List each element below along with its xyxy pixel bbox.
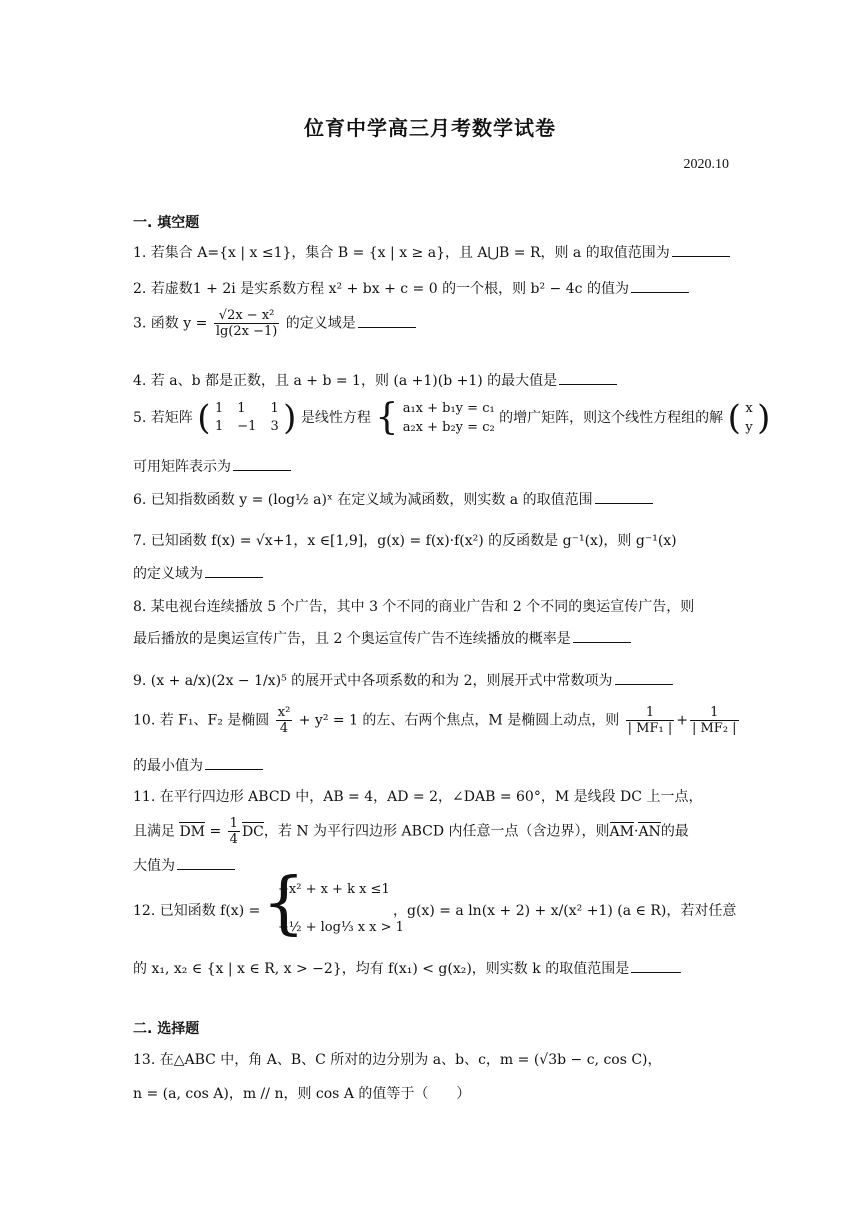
answer-blank: [205, 755, 263, 770]
question-8-line1: 8. 某电视台连续播放 5 个广告，其中 3 个不同的商业广告和 2 个不同的奥运宣传广告，则: [133, 599, 695, 615]
question-5-line2: 可用矩阵表示为: [133, 459, 231, 475]
question-11-continued: [133, 816, 733, 858]
fraction-numerator: x²: [277, 705, 291, 720]
fraction-denominator: 4: [229, 832, 238, 847]
question-3-suffix: 的定义域是: [285, 315, 356, 332]
question-9-text: 9. (x + a/x)(2x − 1/x)⁵ 的展开式中各项系数的和为 2，则展开式中常数项为: [133, 673, 613, 689]
answer-blank: [595, 489, 653, 504]
system-brace: {: [375, 397, 399, 438]
question-13-line1: 13. 在△ABC 中，角 A、B、C 所对的边分别为 a、b、c，m = (√3b − c, cos C)，: [133, 1052, 662, 1068]
question-5: [133, 397, 771, 444]
question-2: [133, 278, 733, 299]
reciprocal-mf2: [690, 705, 739, 736]
question-4-text: 4. 若 a、b 都是正数，且 a + b = 1，则 (a +1)(b +1) 的最大值是: [133, 373, 558, 389]
question-11-line1: 11. 在平行四边形 ABCD 中，AB = 4，AD = 2，∠DAB = 60°，M 是线段 DC 上一点，: [133, 789, 703, 805]
question-2-text: 2. 若虚数1 + 2i 是实系数方程 x² + bx + c = 0 的一个根，则 b² − 4c 的值为: [133, 281, 629, 297]
question-11-part-b: ，若 N 为平行四边形 ABCD 内任意一点（含边界），则: [263, 823, 610, 840]
piecewise-case-1: −x² + x + k x ≤1: [278, 882, 390, 897]
question-3: [133, 308, 733, 356]
question-1-text: 1. 若集合 A={x | x ≤1}，集合 B = {x | x ≥ a}，且 A⋃B = R，则 a 的取值范围为: [133, 245, 670, 261]
vector-an: AN: [638, 823, 661, 840]
matrix-cell: 1: [214, 419, 224, 434]
question-7-line2: 的定义域为: [133, 566, 203, 582]
question-12-line2: 的 x₁, x₂ ∈ {x | x ∈ R, x > −2}，均有 f(x₁) < g(x₂)，则实数 k 的取值范围是: [133, 961, 630, 977]
question-10-part-b: + y² = 1 的左、右两个焦点，M 是椭圆上动点，则: [298, 712, 620, 729]
fraction-denominator: | MF₂ |: [691, 721, 737, 736]
answer-blank: [233, 456, 291, 471]
question-12-continued: [133, 958, 733, 979]
right-paren: ): [757, 398, 771, 438]
vector-dc: DC: [241, 823, 264, 840]
question-6: [133, 489, 733, 510]
question-5-prefix: 5. 若矩阵: [133, 410, 193, 426]
answer-blank: [205, 563, 263, 578]
matrix-cell: 1: [237, 401, 246, 416]
question-11-part-a: 且满足: [133, 823, 175, 840]
answer-blank: [631, 278, 689, 293]
question-12-mid: ，g(x) = a ln(x + 2) + x/(x² +1) (a ∈ R)，若对任意: [393, 903, 737, 919]
domain-fraction: [214, 308, 280, 339]
vector-am: AM: [609, 823, 634, 840]
solution-vector: [745, 399, 752, 437]
question-10-part-a: 10. 若 F₁、F₂ 是椭圆: [133, 712, 270, 729]
question-8-continued: [133, 628, 733, 649]
question-12-prefix: 12. 已知函数 f(x) =: [133, 903, 261, 919]
section-fill-in-heading: 一. 填空题: [133, 215, 200, 231]
question-6-text: 6. 已知指数函数 y = (log½ a)ˣ 在定义域为减函数，则实数 a 的取值范围: [133, 492, 593, 508]
matrix-cell: 3: [270, 419, 279, 434]
fraction-denominator: | MF₁ |: [627, 721, 673, 736]
left-paren: (: [727, 398, 741, 438]
question-5-suffix: 的增广矩阵，则这个线性方程组的解: [499, 410, 724, 426]
question-11-line3: 大值为: [133, 858, 175, 874]
question-11: [133, 787, 733, 807]
section-choice-heading: 二. 选择题: [133, 1021, 200, 1037]
question-5-mid: 是线性方程: [300, 410, 371, 426]
equation-1: a₁x + b₁y = c₁: [402, 401, 495, 416]
answer-blank: [672, 242, 730, 257]
fraction-numerator: 1: [626, 705, 675, 721]
matrix-cell: 1: [270, 401, 279, 416]
question-10-line2: 的最小值为: [133, 758, 203, 774]
answer-blank: [358, 313, 416, 328]
right-paren: ): [283, 398, 297, 438]
question-11-last: [133, 855, 733, 876]
question-11-part-c: 的最: [660, 823, 689, 840]
question-13-continued: [133, 1084, 733, 1104]
matrix-cell: −1: [237, 419, 257, 434]
question-1: [133, 242, 733, 263]
equation-system: [403, 399, 495, 437]
matrix-cell: 1: [214, 401, 224, 416]
question-9: [133, 670, 733, 691]
fraction-denominator: 4: [279, 721, 289, 736]
fraction-numerator: 1: [229, 816, 238, 831]
fraction-numerator: √2x − x²: [214, 308, 280, 324]
answer-blank: [573, 628, 631, 643]
dot-operator: ·: [633, 823, 639, 840]
question-10-continued: [133, 755, 733, 776]
question-7-continued: [133, 563, 733, 584]
question-7-line1: 7. 已知函数 f(x) = √x+1，x ∈[1,9]，g(x) = f(x)·f(x²) 的反函数是 g⁻¹(x)，则 g⁻¹(x): [133, 533, 677, 549]
answer-blank: [177, 855, 235, 870]
question-13: [133, 1050, 733, 1070]
fraction-denominator: lg(2x −1): [215, 324, 278, 339]
exam-date: 2020.10: [683, 157, 729, 172]
question-5-continued: [133, 456, 733, 477]
augmented-matrix: [215, 400, 279, 436]
question-3-prefix: 3. 函数 y =: [133, 315, 208, 332]
reciprocal-mf1: [626, 705, 675, 736]
vector-y: y: [745, 420, 753, 435]
question-8: [133, 597, 733, 617]
equation-2: a₂x + b₂y = c₂: [402, 420, 495, 435]
answer-blank: [631, 958, 681, 973]
question-8-line2: 最后播放的是奥运宣传广告，且 2 个奥运宣传广告不连续播放的概率是: [133, 631, 571, 647]
vector-dm: DM: [179, 823, 206, 840]
question-7: [133, 531, 733, 551]
question-4: [133, 370, 733, 391]
answer-blank: [615, 670, 673, 685]
question-10: 10. 若 F₁、F₂ 是椭圆 $\frac{\text{x²}}{4}$ + y² = 1 的左、右两个焦点，M 是椭圆上动点，则 $\frac{1}{\text{| MF₁ |}}$ + $\frac{1}{\text{| MF₂ |}}$: [133, 705, 737, 736]
piecewise-brace: {: [262, 864, 306, 943]
question-13-line2: n = (a, cos A)，m // n，则 cos A 的值等于（ ）: [133, 1086, 471, 1102]
equals-sign: =: [209, 823, 222, 840]
page-title: 位育中学高三月考数学试卷: [304, 116, 556, 140]
vector-x: x: [745, 401, 753, 416]
left-paren: (: [197, 398, 211, 438]
fraction-numerator: 1: [690, 705, 739, 721]
piecewise-case-2: −½ + log⅓ x x > 1: [278, 920, 404, 935]
ellipse-fraction: [276, 705, 293, 736]
answer-blank: [559, 370, 617, 385]
one-quarter-fraction: [228, 816, 240, 847]
